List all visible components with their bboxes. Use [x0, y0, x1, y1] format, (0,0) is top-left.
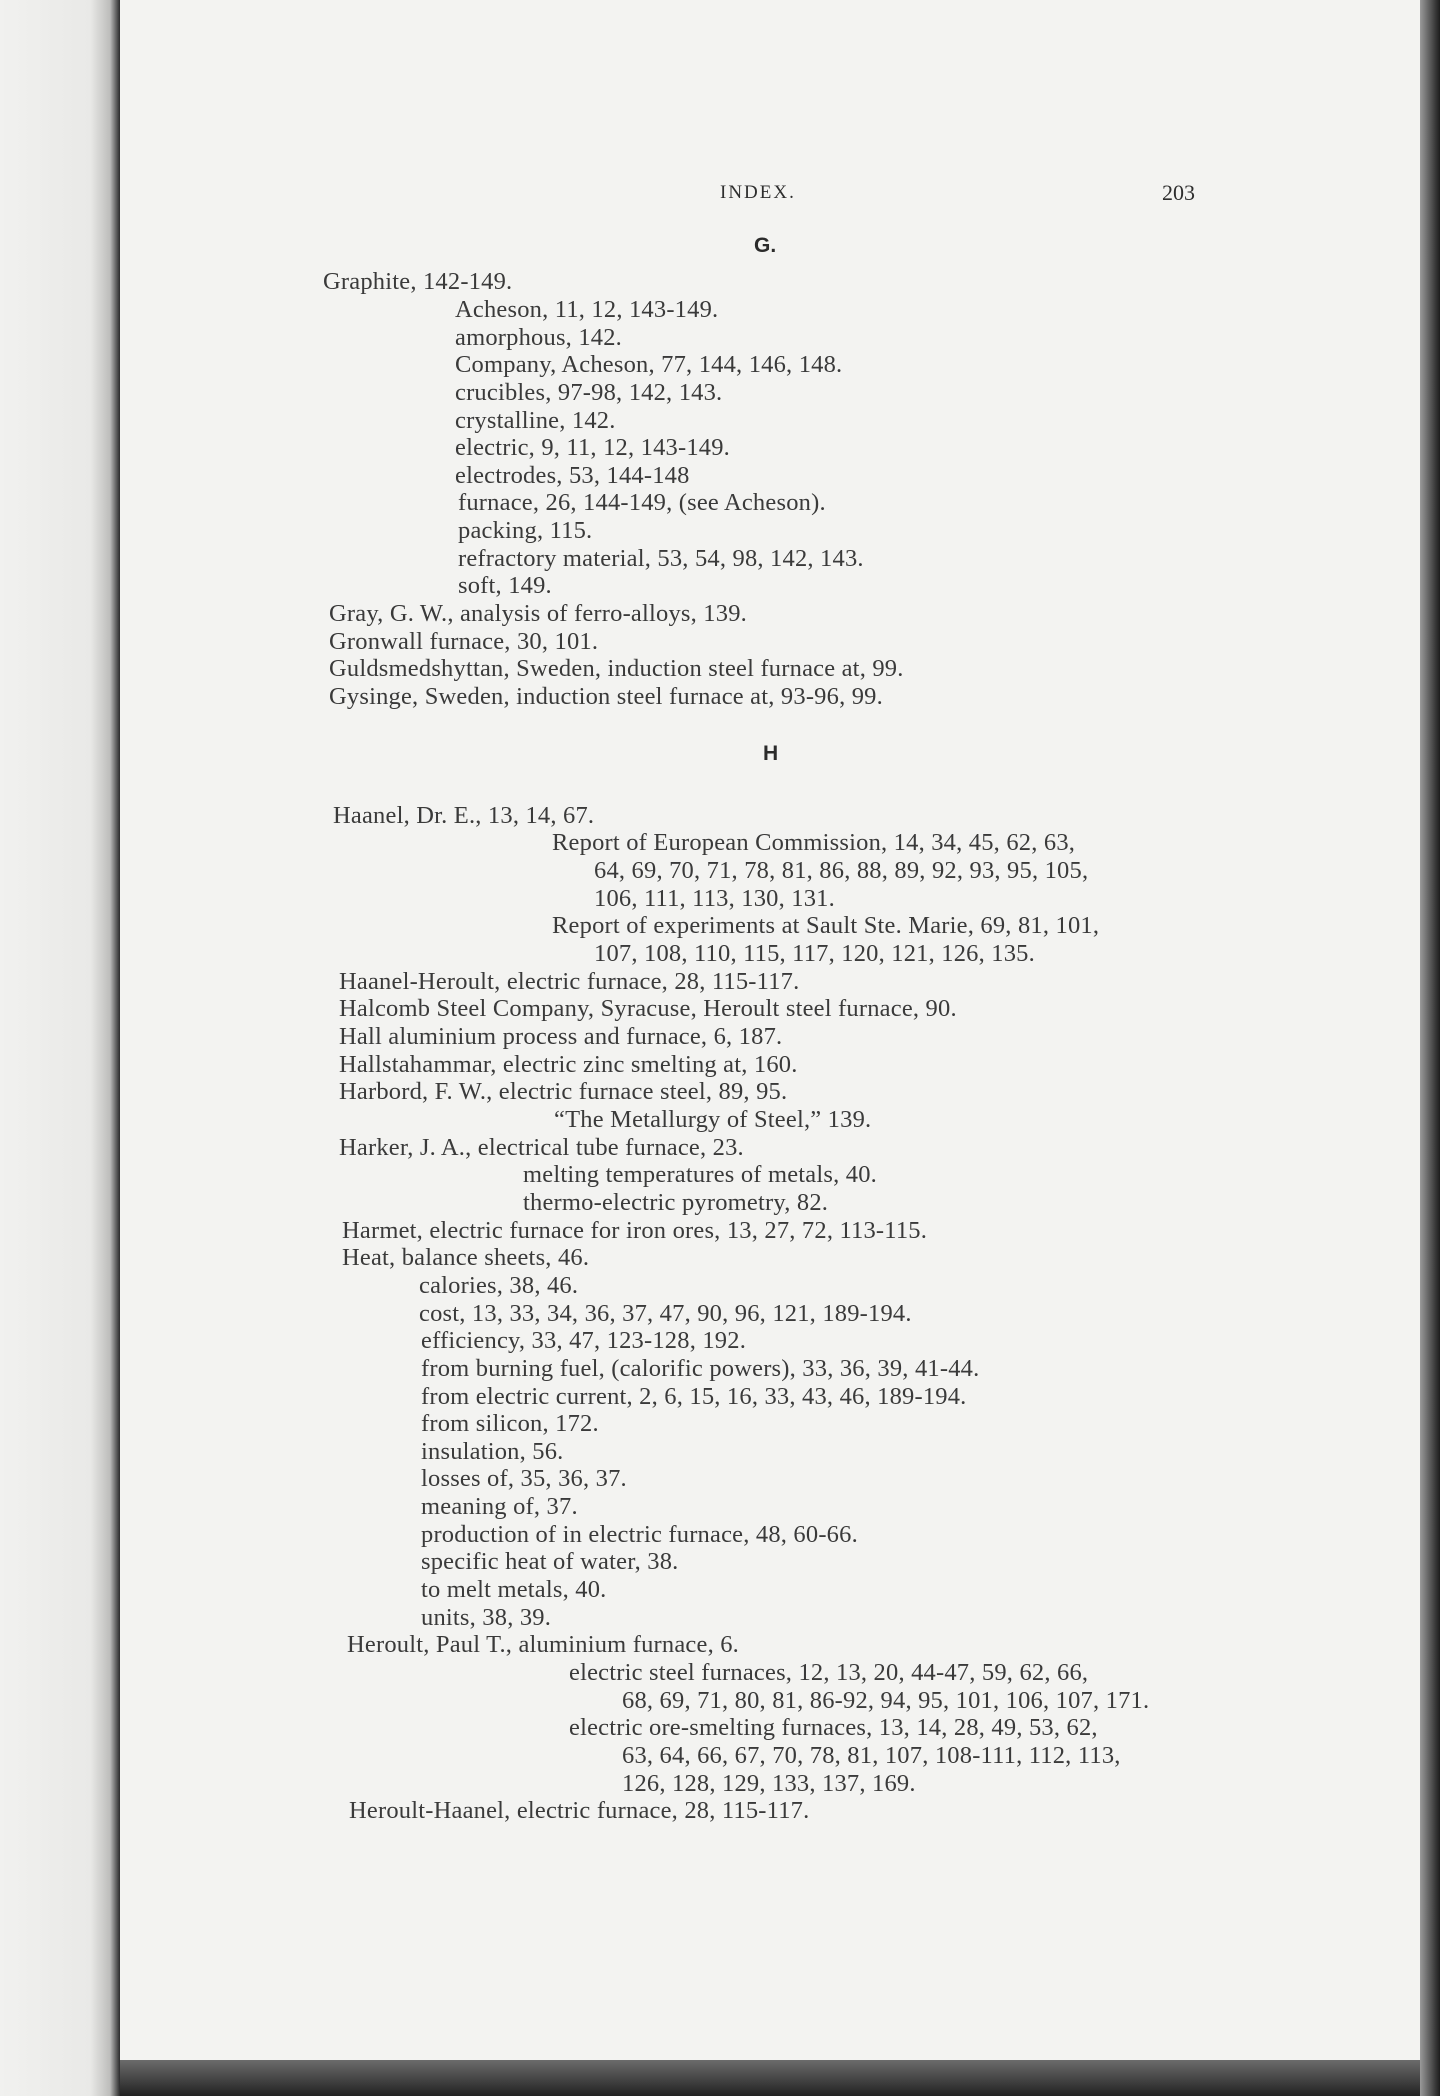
index-subentry: Report of European Commission, 14, 34, 45, 62, 63,	[552, 829, 1076, 856]
page-bottom-edge	[120, 2060, 1420, 2096]
index-entry: Gronwall furnace, 30, 101.	[329, 628, 599, 655]
index-entry: Hall aluminium process and furnace, 6, 187.	[339, 1023, 783, 1050]
index-subentry: from electric current, 2, 6, 15, 16, 33, 43, 46, 189-194.	[421, 1383, 967, 1410]
index-entry: Heroult, Paul T., aluminium furnace, 6.	[347, 1631, 740, 1658]
index-subentry: crucibles, 97-98, 142, 143.	[455, 379, 723, 406]
index-entry: Harker, J. A., electrical tube furnace, 23.	[339, 1134, 744, 1161]
index-subentry: soft, 149.	[458, 572, 552, 599]
index-subentry: electric, 9, 11, 12, 143-149.	[455, 434, 731, 461]
index-entry: Graphite, 142-149.	[323, 268, 513, 295]
index-subentry: calories, 38, 46.	[419, 1272, 579, 1299]
index-continuation: 64, 69, 70, 71, 78, 81, 86, 88, 89, 92, 93, 95, 105,	[594, 857, 1089, 884]
index-subentry: packing, 115.	[458, 517, 593, 544]
index-entry: Halcomb Steel Company, Syracuse, Heroult steel furnace, 90.	[339, 995, 957, 1022]
index-entry: Guldsmedshyttan, Sweden, induction steel furnace at, 99.	[329, 655, 904, 682]
index-subentry: electrodes, 53, 144-148	[455, 462, 690, 489]
index-subentry: specific heat of water, 38.	[421, 1548, 679, 1575]
index-subentry: losses of, 35, 36, 37.	[421, 1465, 627, 1492]
index-continuation: 63, 64, 66, 67, 70, 78, 81, 107, 108-111, 112, 113,	[622, 1742, 1121, 1769]
index-subentry: Acheson, 11, 12, 143-149.	[455, 296, 719, 323]
index-subentry: from burning fuel, (calorific powers), 33, 36, 39, 41-44.	[421, 1355, 980, 1382]
index-entry: Haanel, Dr. E., 13, 14, 67.	[333, 802, 595, 829]
index-continuation: 126, 128, 129, 133, 137, 169.	[622, 1770, 916, 1797]
running-head: INDEX.	[720, 182, 796, 203]
page-right-edge	[1420, 0, 1440, 2096]
index-subentry: thermo-electric pyrometry, 82.	[523, 1189, 829, 1216]
index-subentry: melting temperatures of metals, 40.	[523, 1161, 877, 1188]
index-subentry: amorphous, 142.	[455, 324, 622, 351]
index-entry: Gysinge, Sweden, induction steel furnace at, 93-96, 99.	[329, 683, 883, 710]
index-subentry: electric steel furnaces, 12, 13, 20, 44-47, 59, 62, 66,	[569, 1659, 1089, 1686]
index-continuation: 68, 69, 71, 80, 81, 86-92, 94, 95, 101, 106, 107, 171.	[622, 1687, 1150, 1714]
index-subentry: meaning of, 37.	[421, 1493, 578, 1520]
index-subentry: cost, 13, 33, 34, 36, 37, 47, 90, 96, 121, 189-194.	[419, 1300, 912, 1327]
index-continuation: 107, 108, 110, 115, 117, 120, 121, 126, 135.	[594, 940, 1035, 967]
index-subentry: crystalline, 142.	[455, 407, 616, 434]
index-continuation: 106, 111, 113, 130, 131.	[594, 885, 835, 912]
index-subentry: Report of experiments at Sault Ste. Marie, 69, 81, 101,	[552, 912, 1100, 939]
index-subentry: furnace, 26, 144-149, (see Acheson).	[458, 489, 826, 516]
section-letter-g: G.	[754, 234, 777, 257]
section-letter-h: H	[763, 742, 779, 765]
index-subentry: production of in electric furnace, 48, 60-66.	[421, 1521, 858, 1548]
index-entry: Heat, balance sheets, 46.	[342, 1244, 590, 1271]
index-entry: Harmet, electric furnace for iron ores, 13, 27, 72, 113-115.	[342, 1217, 928, 1244]
index-subentry: Company, Acheson, 77, 144, 146, 148.	[455, 351, 843, 378]
index-entry: Haanel-Heroult, electric furnace, 28, 115-117.	[339, 968, 800, 995]
index-entry: Heroult-Haanel, electric furnace, 28, 115-117.	[349, 1797, 810, 1824]
page-number: 203	[1162, 180, 1195, 205]
index-subentry: efficiency, 33, 47, 123-128, 192.	[421, 1327, 747, 1354]
index-entry: Hallstahammar, electric zinc smelting at, 160.	[339, 1051, 798, 1078]
index-subentry: to melt metals, 40.	[421, 1576, 607, 1603]
index-subentry: from silicon, 172.	[421, 1410, 599, 1437]
index-subentry: units, 38, 39.	[421, 1604, 552, 1631]
index-subentry: refractory material, 53, 54, 98, 142, 143.	[458, 545, 864, 572]
index-entry: Harbord, F. W., electric furnace steel, 89, 95.	[339, 1078, 788, 1105]
index-entry: Gray, G. W., analysis of ferro-alloys, 139.	[329, 600, 747, 627]
index-subentry: insulation, 56.	[421, 1438, 564, 1465]
book-gutter	[0, 0, 120, 2096]
index-subentry: electric ore-smelting furnaces, 13, 14, 28, 49, 53, 62,	[569, 1714, 1098, 1741]
index-subentry: “The Metallurgy of Steel,” 139.	[554, 1106, 872, 1133]
